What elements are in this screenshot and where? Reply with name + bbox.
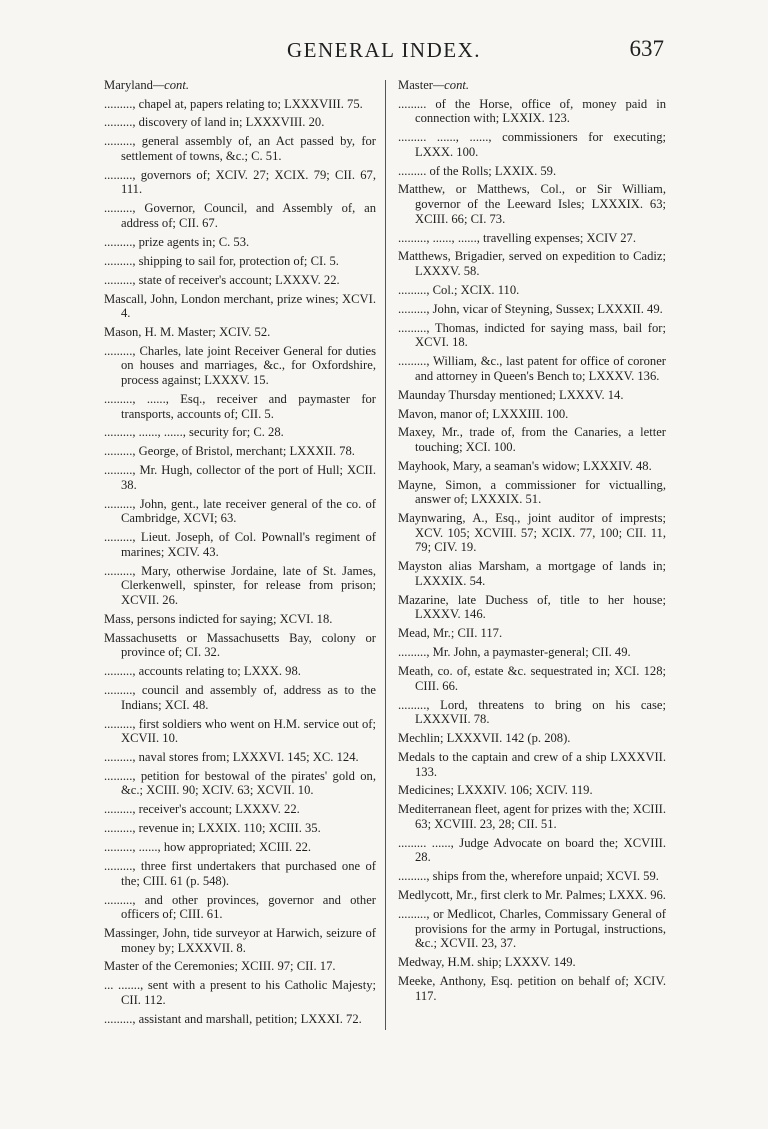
index-entry: Mason, H. M. Master; XCIV. 52. (104, 324, 271, 339)
index-entry: ......... ......, ......, commissioners for executing; LXXX. 100. (398, 130, 666, 159)
index-entry: Maxey, Mr., trade of, from the Canaries, a letter touching; XCI. 100. (398, 425, 666, 455)
index-entry: ........., shipping to sail for, protection of; CI. 5. (104, 253, 339, 268)
index-entry: ........., naval stores from; LXXXVI. 145; XC. 124. (104, 749, 359, 764)
index-entry: Medlycott, Mr., first clerk to Mr. Palmes; LXXX. 96. (398, 888, 666, 903)
index-entry: ........., ......, how appropriated; XCIII. 22. (104, 840, 312, 855)
index-entry: ........., George, of Bristol, merchant; LXXXII. 78. (104, 444, 355, 459)
index-entry: ........., or Medlicot, Charles, Commissary General of provisions for the army in Portugal, instructions, &c.; XCVII. 23, 37. (398, 907, 666, 951)
index-entry: ........., accounts relating to; LXXX. 98. (104, 664, 301, 679)
index-entry: Meeke, Anthony, Esq. petition on behalf of; XCIV. 117. (398, 974, 666, 1003)
index-entry: ........., ships from the, wherefore unpaid; XCVI. 59. (398, 869, 659, 884)
index-entry: ........., receiver's account; LXXXV. 22. (104, 802, 300, 817)
continued-marker: —cont. (152, 78, 189, 92)
index-entry: ........., John, gent., late receiver general of the co. of Cambridge, XCVI; 63. (104, 496, 376, 526)
index-entry: ........., assistant and marshall, petition; LXXXI. 72. (104, 1011, 362, 1026)
column-heading (398, 78, 666, 93)
index-entry: ......... of the Horse, office of, money paid in connection with; LXXIX. 123. (398, 96, 666, 126)
index-entry: ........., Mr. Hugh, collector of the port of Hull; XCII. 38. (104, 463, 376, 492)
index-entry: Matthew, or Matthews, Col., or Sir William, governor of the Leeward Isles; LXXXIX. 63; XCIII. 66; CI. 73. (398, 182, 666, 226)
index-entry: ........., general assembly of, an Act passed by, for settlement of towns, &c.; C. 51. (104, 134, 376, 163)
index-entry: ........., Lieut. Joseph, of Col. Pownall's regiment of marines; XCIV. 43. (104, 530, 376, 559)
index-entry: ... ......., sent with a present to his Catholic Majesty; CII. 112. (104, 978, 376, 1007)
page-number: 637 (629, 36, 664, 61)
index-entry: Medway, H.M. ship; LXXXV. 149. (398, 955, 576, 970)
index-entry: ........., revenue in; LXXIX. 110; XCIII. 35. (104, 821, 321, 836)
index-entry: Mechlin; LXXXVII. 142 (p. 208). (398, 731, 571, 746)
index-entry: ......... of the Rolls; LXXIX. 59. (398, 163, 557, 178)
index-entry: Maynwaring, A., Esq., joint auditor of imprests; XCV. 105; XCVIII. 57; XCIX. 77, 100; CII. 11, 79; CIV. 19. (398, 511, 666, 555)
page-header (0, 34, 768, 70)
index-entries-left (104, 97, 376, 1027)
index-entry: ........., first soldiers who went on H.M. service out of; XCVII. 10. (104, 716, 376, 746)
index-entry: ........., ......, ......, travelling expenses; XCIV 27. (398, 230, 636, 245)
index-entry: ........., prize agents in; C. 53. (104, 234, 250, 249)
index-entry: Mediterranean fleet, agent for prizes with the; XCIII. 63; XCVIII. 23, 28; CII. 51. (398, 802, 666, 831)
column-heading (104, 78, 376, 93)
index-entry: Mavon, manor of; LXXXIII. 100. (398, 406, 569, 421)
index-entry: ........., discovery of land in; LXXXVIII. 20. (104, 115, 325, 130)
index-entry: ........., Col.; XCIX. 110. (398, 282, 520, 297)
index-entry: ........., John, vicar of Steyning, Sussex; LXXXII. 49. (398, 301, 663, 316)
index-entry: ........., Mary, otherwise Jordaine, late of St. James, Clerkenwell, spinster, for release from prison; XCVII. 26. (104, 563, 376, 607)
index-entry: Mass, persons indicted for saying; XCVI. 18. (104, 611, 333, 626)
index-entry: ........., Lord, threatens to bring on his case; LXXXVII. 78. (398, 697, 666, 727)
column-heading-term: Maryland (104, 78, 153, 92)
index-entry: Matthews, Brigadier, served on expedition to Cadiz; LXXXV. 58. (398, 249, 666, 279)
index-entry: ........., ......, ......, security for; C. 28. (104, 425, 284, 440)
page-title: GENERAL INDEX. (286, 38, 482, 62)
index-column-right (398, 78, 666, 1008)
index-entry: Maunday Thursday mentioned; LXXXV. 14. (398, 387, 624, 402)
index-entry: ........., three first undertakers that purchased one of the; CIII. 61 (p. 548). (104, 859, 376, 888)
index-entries-right (398, 97, 666, 1004)
index-entry: ........., Mr. John, a paymaster-general; CII. 49. (398, 645, 631, 660)
index-entry: ......... ......, Judge Advocate on board the; XCVIII. 28. (398, 835, 666, 865)
index-entry: Mayhook, Mary, a seaman's widow; LXXXIV. 48. (398, 458, 652, 473)
index-entry: Mayne, Simon, a commissioner for victualling, answer of; LXXXIX. 51. (398, 477, 666, 507)
index-entry: ........., ......, Esq., receiver and paymaster for transports, accounts of; CII. 5. (104, 391, 376, 421)
index-entry: ........., council and assembly of, address as to the Indians; XCI. 48. (104, 683, 376, 712)
index-entry: ........., petition for bestowal of the pirates' gold on, &c.; XCIII. 90; XCIV. 63; XCVII. 10. (104, 768, 376, 798)
column-heading-term: Master (398, 78, 433, 92)
index-entry: ........., and other provinces, governor and other officers of; CIII. 61. (104, 892, 376, 922)
index-entry: ........., William, &c., last patent for office of coroner and attorney in Queen's Bench to; LXXXV. 136. (398, 354, 666, 383)
index-entry: Master of the Ceremonies; XCIII. 97; CII. 17. (104, 959, 336, 974)
index-entry: Mayston alias Marsham, a mortgage of lands in; LXXXIX. 54. (398, 559, 666, 588)
index-column-left (104, 78, 376, 1031)
index-entry: ........., chapel at, papers relating to; LXXXVIII. 75. (104, 96, 363, 111)
index-entry: Mascall, John, London merchant, prize wines; XCVI. 4. (104, 291, 376, 321)
column-divider (385, 80, 386, 1030)
index-entry: Massachusetts or Massachusetts Bay, colony or province of; CI. 32. (104, 630, 376, 660)
index-entry: Meath, co. of, estate &c. sequestrated in; XCI. 128; CIII. 66. (398, 664, 666, 693)
index-entry: Mead, Mr.; CII. 117. (398, 626, 503, 641)
index-entry: ........., state of receiver's account; LXXXV. 22. (104, 272, 340, 287)
index-entry: Massinger, John, tide surveyor at Harwich, seizure of money by; LXXXVII. 8. (104, 926, 376, 955)
index-entry: Medicines; LXXXIV. 106; XCIV. 119. (398, 783, 593, 798)
index-entry: Mazarine, late Duchess of, title to her house; LXXXV. 146. (398, 592, 666, 622)
continued-marker: —cont. (432, 78, 470, 92)
index-entry: ........., Thomas, indicted for saying mass, bail for; XCVI. 18. (398, 320, 666, 350)
index-entry: ........., governors of; XCIV. 27; XCIX. 79; CII. 67, 111. (104, 167, 376, 197)
index-entry: ........., Governor, Council, and Assembly of, an address of; CII. 67. (104, 201, 376, 230)
index-entry: ........., Charles, late joint Receiver General for duties on houses and marriages, &c., for Oxfordshire, process against; LXXXV. 15. (104, 343, 376, 388)
index-entry: Medals to the captain and crew of a ship LXXXVII. 133. (398, 749, 666, 779)
